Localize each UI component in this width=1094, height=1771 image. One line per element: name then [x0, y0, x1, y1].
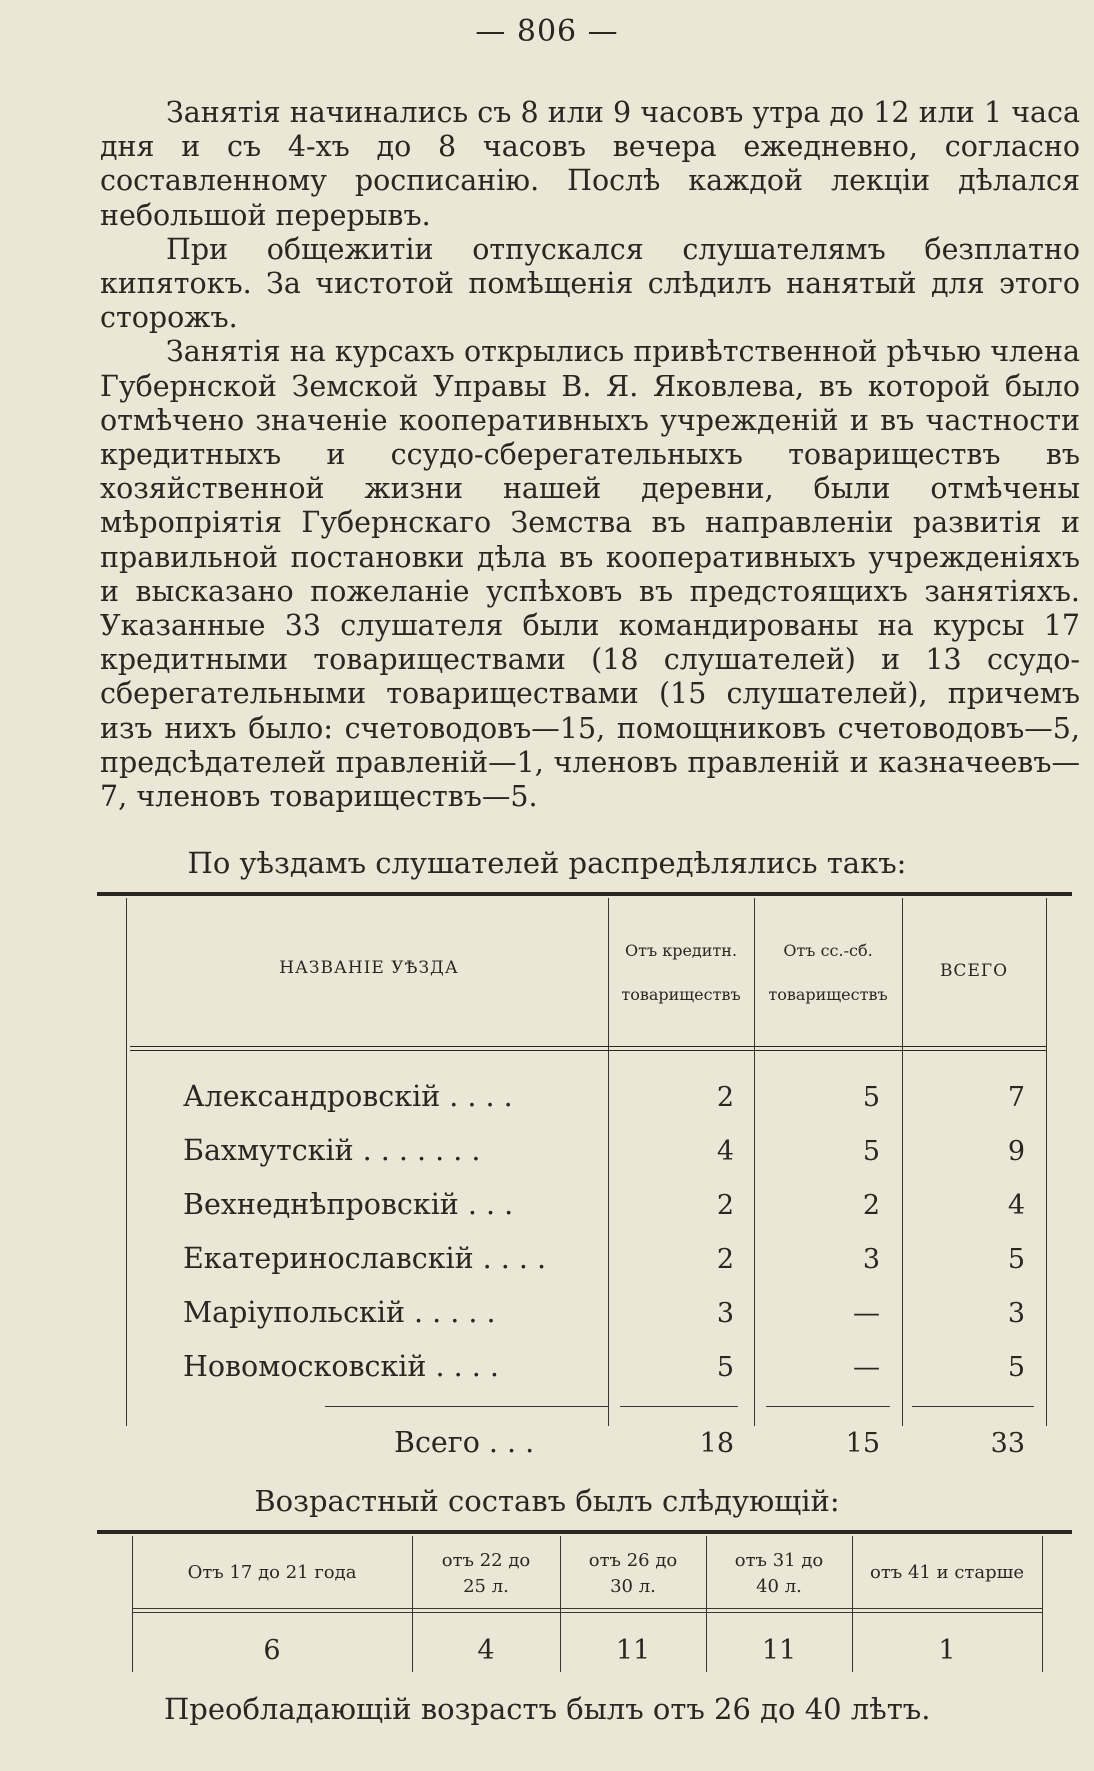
age-header-26-30-line2: 30 л. — [610, 1576, 656, 1597]
district-name: Новомосковскій . . . . — [183, 1350, 499, 1383]
table1-header-rule — [130, 1046, 1046, 1047]
table2-header-rule-2 — [132, 1612, 1042, 1613]
paragraph-1: Занятія начинались съ 8 или 9 часовъ утра до 12 или 1 часа дня и съ 4-хъ до 8 часовъ вечера ежедневно, согласно составленному росписанію. Послѣ каждой лекціи дѣлался небольшой перерывъ. — [100, 96, 1080, 232]
table2-right-border — [1042, 1536, 1043, 1672]
total-count: 7 — [1007, 1082, 1025, 1113]
age-value-41-plus: 1 — [938, 1635, 956, 1666]
age-header-17-21: Отъ 17 до 21 года — [187, 1562, 357, 1583]
loan-count: 2 — [862, 1190, 880, 1221]
loan-count: 5 — [862, 1082, 880, 1113]
credit-count: 2 — [716, 1190, 734, 1221]
total-label: Всего . . . — [394, 1426, 535, 1459]
age-header-22-25-line1: отъ 22 до — [441, 1550, 531, 1571]
table1-divider-1 — [608, 898, 609, 1426]
table1-divider-2 — [754, 898, 755, 1426]
age-header-31-40-line2: 40 л. — [756, 1576, 802, 1597]
total-rule-total — [912, 1406, 1034, 1407]
footer-text: Преобладающій возрастъ былъ отъ 26 до 40 лѣтъ. — [164, 1692, 931, 1726]
total-rule-name — [325, 1406, 608, 1407]
grand-total: 33 — [990, 1428, 1025, 1459]
age-value-17-21: 6 — [263, 1635, 281, 1666]
body-text — [100, 96, 1080, 814]
header-credit-line1: Отъ кредитн. — [624, 941, 738, 960]
table2-caption: Возрастный составъ былъ слѣдующій: — [254, 1484, 840, 1518]
total-count: 9 — [1007, 1136, 1025, 1167]
header-total: ВСЕГО — [939, 961, 1009, 981]
credit-count: 3 — [716, 1298, 734, 1329]
age-header-41-plus: отъ 41 и старше — [870, 1562, 1024, 1583]
age-header-26-30-line1: отъ 26 до — [588, 1550, 678, 1571]
table2-top-rule — [97, 1530, 1072, 1534]
loan-count: 5 — [862, 1136, 880, 1167]
header-district-name: НАЗВАНІЕ УѢЗДА — [279, 958, 459, 978]
credit-count: 2 — [716, 1082, 734, 1113]
loan-count: 3 — [862, 1244, 880, 1275]
age-value-22-25: 4 — [477, 1635, 495, 1666]
credit-total: 18 — [699, 1428, 734, 1459]
page-number: — 806 — — [475, 14, 619, 49]
header-loan-line1: Отъ сс.-сб. — [783, 941, 873, 960]
total-rule-loan — [766, 1406, 890, 1407]
age-header-31-40-line1: отъ 31 до — [734, 1550, 824, 1571]
loan-total: 15 — [845, 1428, 880, 1459]
table1-left-border — [126, 898, 127, 1426]
paragraph-2: При общежитіи отпускался слушателямъ безплатно кипятокъ. За чистотой помѣщенія слѣдилъ нанятый для этого сторожъ. — [100, 232, 1080, 335]
loan-count: — — [853, 1352, 880, 1383]
total-count: 5 — [1007, 1244, 1025, 1275]
credit-count: 5 — [716, 1352, 734, 1383]
district-name: Александровскій . . . . — [183, 1080, 513, 1113]
table1-top-rule — [97, 892, 1072, 896]
district-name: Екатеринославскій . . . . — [183, 1242, 547, 1275]
total-rule-credit — [620, 1406, 738, 1407]
table1-header-rule-2 — [130, 1050, 1046, 1051]
paragraph-3: Занятія на курсахъ открылись привѣтственной рѣчью члена Губернской Земской Управы В. Я. Яковлева, въ которой было отмѣчено значеніе кооперативныхъ учрежденій и въ частности кредитныхъ и ссудо-сберегательныхъ товариществъ въ хозяйственной жизни нашей деревни, были отмѣчены мѣропріятія Губернскаго Земства въ направленіи развитія и правильной постановки дѣла въ кооперативныхъ учрежденіяхъ и высказано пожеланіе успѣховъ въ предстоящихъ занятіяхъ. Указанные 33 слушателя были командированы на курсы 17 кредитными товариществами (18 слушателей) и 13 ссудо-сберегательными товариществами (15 слушателей), причемъ изъ нихъ было: счетоводовъ—15, помощниковъ счетоводовъ—5, предсѣдателей правленій—1, членовъ правленій и казначеевъ—7, членовъ товариществъ—5. — [100, 335, 1080, 814]
total-count: 5 — [1007, 1352, 1025, 1383]
table2-header-rule — [132, 1608, 1042, 1609]
age-value-26-30: 11 — [615, 1635, 651, 1666]
age-value-31-40: 11 — [761, 1635, 797, 1666]
district-name: Бахмутскій . . . . . . . — [183, 1134, 481, 1167]
table1-caption: По уѣздамъ слушателей распредѣлялись такъ: — [187, 846, 907, 880]
district-name: Вехнеднѣпровскій . . . — [183, 1188, 514, 1221]
total-count: 4 — [1007, 1190, 1025, 1221]
credit-count: 4 — [716, 1136, 734, 1167]
age-header-22-25-line2: 25 л. — [463, 1576, 509, 1597]
loan-count: — — [853, 1298, 880, 1329]
district-name: Маріупольскій . . . . . — [183, 1296, 496, 1329]
total-count: 3 — [1007, 1298, 1025, 1329]
table1-right-border — [1046, 898, 1047, 1426]
header-credit-line2: товариществъ — [621, 985, 741, 1004]
credit-count: 2 — [716, 1244, 734, 1275]
header-loan-line2: товариществъ — [768, 985, 888, 1004]
